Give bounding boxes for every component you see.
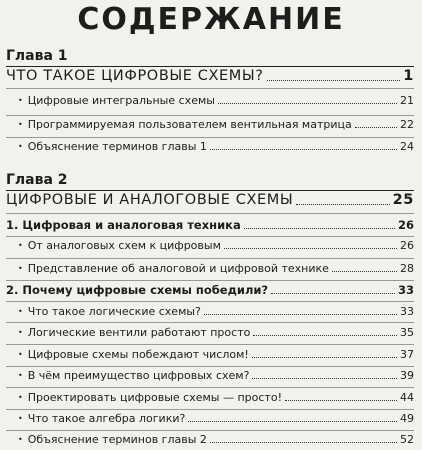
toc-item-text: Представление об аналоговой и цифровой технике bbox=[27, 262, 329, 275]
chapter-2-rule bbox=[6, 190, 414, 191]
toc-item[interactable] bbox=[18, 118, 414, 131]
bullet-icon: • bbox=[18, 350, 23, 359]
toc-item-text: Что такое алгебра логики? bbox=[27, 412, 186, 425]
chapter-title: ЦИФРОВЫЕ И АНАЛОГОВЫЕ СХЕМЫ bbox=[6, 192, 294, 208]
toc-item[interactable] bbox=[18, 326, 414, 339]
leader-dots bbox=[218, 103, 397, 104]
toc-section-text: 1. Цифровая и аналоговая техника bbox=[6, 218, 241, 232]
chapter-1-rule bbox=[6, 66, 414, 67]
leader-dots bbox=[204, 314, 397, 315]
page-number: 21 bbox=[400, 94, 414, 107]
page-title: СОДЕРЖАНИЕ bbox=[77, 2, 345, 37]
page-number: 1 bbox=[403, 68, 414, 84]
divider bbox=[6, 213, 414, 214]
leader-dots bbox=[210, 442, 397, 443]
page-number: 35 bbox=[400, 326, 414, 339]
bullet-icon: • bbox=[18, 435, 23, 444]
divider bbox=[6, 387, 414, 388]
leader-dots bbox=[188, 421, 397, 422]
page-number: 33 bbox=[397, 283, 414, 297]
toc-item[interactable] bbox=[18, 305, 414, 318]
leader-dots bbox=[355, 127, 397, 128]
bullet-icon: • bbox=[18, 328, 23, 337]
toc-item-text: Что такое логические схемы? bbox=[27, 305, 201, 318]
toc-item[interactable] bbox=[18, 94, 414, 107]
page-number: 33 bbox=[400, 305, 414, 318]
chapter-2-title-row[interactable] bbox=[6, 192, 414, 208]
leader-dots bbox=[271, 293, 395, 294]
leader-dots bbox=[244, 228, 395, 229]
bullet-icon: • bbox=[18, 371, 23, 380]
bullet-icon: • bbox=[18, 96, 23, 105]
bullet-icon: • bbox=[18, 414, 23, 423]
divider bbox=[6, 258, 414, 259]
page-number: 37 bbox=[400, 348, 414, 361]
page-number: 44 bbox=[400, 391, 414, 404]
divider bbox=[6, 409, 414, 410]
leader-dots bbox=[210, 149, 397, 150]
toc-item[interactable] bbox=[18, 262, 414, 275]
divider bbox=[6, 115, 414, 116]
toc-item-text: Программируемая пользователем вентильная матрица bbox=[27, 118, 352, 131]
chapter-1-title-row[interactable] bbox=[6, 68, 414, 84]
divider bbox=[6, 430, 414, 431]
toc-item[interactable] bbox=[18, 239, 414, 252]
leader-dots bbox=[252, 357, 397, 358]
divider bbox=[6, 322, 414, 323]
bullet-icon: • bbox=[18, 142, 23, 151]
bullet-icon: • bbox=[18, 264, 23, 273]
bullet-icon: • bbox=[18, 120, 23, 129]
leader-dots bbox=[253, 335, 397, 336]
toc-item-text: Цифровые интегральные схемы bbox=[27, 94, 215, 107]
leader-dots bbox=[252, 378, 397, 379]
toc-item[interactable] bbox=[18, 412, 414, 425]
page-number: 22 bbox=[400, 118, 414, 131]
page-number: 25 bbox=[392, 192, 414, 208]
page-number: 26 bbox=[397, 218, 414, 232]
bullet-icon: • bbox=[18, 307, 23, 316]
page-number: 52 bbox=[400, 433, 414, 446]
page-number: 39 bbox=[400, 369, 414, 382]
divider bbox=[6, 88, 414, 89]
leader-dots bbox=[332, 271, 397, 272]
leader-dots bbox=[296, 204, 389, 205]
chapter-1-label: Глава 1 bbox=[6, 48, 68, 64]
bullet-icon: • bbox=[18, 241, 23, 250]
toc-item-text: Объяснение терминов главы 1 bbox=[27, 140, 207, 153]
divider bbox=[6, 236, 414, 237]
toc-item-text: Цифровые схемы побеждают числом! bbox=[27, 348, 249, 361]
toc-item-text: Логические вентили работают просто bbox=[27, 326, 251, 339]
page-number: 49 bbox=[400, 412, 414, 425]
toc-item[interactable] bbox=[18, 348, 414, 361]
divider bbox=[6, 280, 414, 281]
toc-item-text: Проектировать цифровые схемы — просто! bbox=[27, 391, 282, 404]
chapter-2-label: Глава 2 bbox=[6, 172, 68, 188]
divider bbox=[6, 137, 414, 138]
toc-item-text: От аналоговых схем к цифровым bbox=[27, 239, 221, 252]
toc-item-text: Объяснение терминов главы 2 bbox=[27, 433, 207, 446]
leader-dots bbox=[224, 248, 397, 249]
toc-item[interactable] bbox=[18, 391, 414, 404]
leader-dots bbox=[285, 400, 397, 401]
leader-dots bbox=[267, 80, 401, 81]
toc-item-text: В чём преимущество цифровых схем? bbox=[27, 369, 250, 382]
bullet-icon: • bbox=[18, 393, 23, 402]
divider bbox=[6, 366, 414, 367]
page-number: 26 bbox=[400, 239, 414, 252]
toc-section[interactable] bbox=[6, 218, 414, 232]
toc-item[interactable] bbox=[18, 140, 414, 153]
toc-item[interactable] bbox=[18, 433, 414, 446]
divider bbox=[6, 344, 414, 345]
page-number: 28 bbox=[400, 262, 414, 275]
chapter-title: ЧТО ТАКОЕ ЦИФРОВЫЕ СХЕМЫ? bbox=[6, 68, 264, 84]
toc-section[interactable] bbox=[6, 283, 414, 297]
divider bbox=[6, 301, 414, 302]
page-number: 24 bbox=[400, 140, 414, 153]
toc-section-text: 2. Почему цифровые схемы победили? bbox=[6, 283, 269, 297]
toc-item[interactable] bbox=[18, 369, 414, 382]
